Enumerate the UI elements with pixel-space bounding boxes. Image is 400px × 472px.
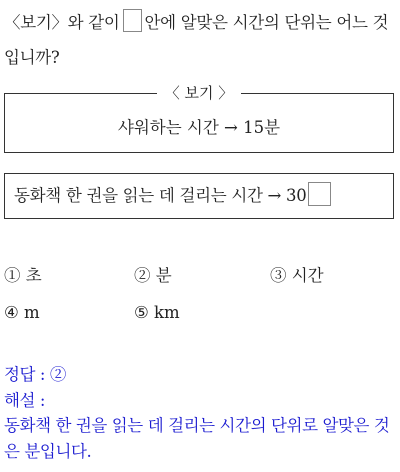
problem-box bbox=[4, 173, 394, 219]
explanation-label: 해설 : bbox=[4, 390, 46, 410]
example-text: 샤워하는 시간 → 15분 bbox=[117, 118, 281, 137]
choice-1[interactable]: ① 초 bbox=[4, 266, 42, 285]
example-box bbox=[4, 84, 394, 153]
blank-box-icon bbox=[123, 9, 142, 32]
explanation-text: 동화책 한 권을 읽는 데 걸리는 시간의 단위로 알맞은 것은 분입니다. bbox=[4, 416, 390, 461]
answer-section bbox=[4, 362, 400, 464]
choice-4[interactable]: ④ m bbox=[4, 303, 40, 322]
problem-text: 동화책 한 권을 읽는 데 걸리는 시간 → 30 bbox=[14, 186, 307, 205]
choice-3[interactable]: ③ 시간 bbox=[270, 266, 324, 285]
question-text bbox=[4, 5, 400, 75]
blank-box-icon bbox=[308, 182, 331, 206]
answer-line: 정답 : ② bbox=[4, 365, 67, 384]
choice-2[interactable]: ② 분 bbox=[134, 266, 172, 285]
question-part1: 〈보기〉와 같이 bbox=[4, 13, 120, 32]
question-part2: 안에 알맞은 시간의 단위는 어느 것입니까? bbox=[4, 13, 389, 67]
choice-5[interactable]: ⑤ km bbox=[134, 303, 180, 322]
example-title: 〈 보기 〉 bbox=[5, 82, 393, 104]
